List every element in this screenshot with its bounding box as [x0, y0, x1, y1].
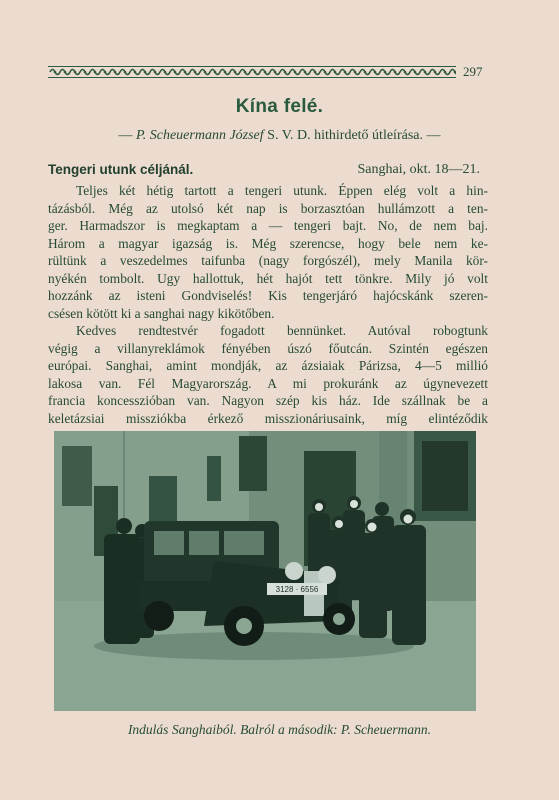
section-date: Sanghai, okt. 18—21. — [357, 162, 480, 177]
body-line: rültünk a veszedelmes taifunba (nagy forgószél), mely Manila kör- — [48, 253, 488, 268]
page-number: 297 — [463, 64, 483, 79]
body-line: Teljes két hétig tartott a tengeri utunk. Éppen elég volt a hin- — [76, 183, 488, 198]
body-line: tázásból. Még az utolsó két nap is borzasztóan hullámzott a ten- — [48, 200, 488, 216]
body-line: csésen kötött ki a sanghai nagy kikötőben. — [48, 305, 275, 321]
subtitle-author: P. Scheuermann József — [136, 128, 264, 143]
section-heading: Tengeri utunk céljánál. — [48, 162, 194, 177]
body-line: Kedves rendtestvér fogadott bennünket. Autóval robogtunk — [76, 323, 488, 338]
body-line: lakosa van. Fél Magyarország. A mi prokuránk az úgynevezett — [48, 375, 488, 391]
body-line: Három a magyar igazság is. Még szerencse, hogy bele nem ke- — [48, 235, 488, 251]
body-line: hozzánk az isteni Gondviselés! Kis tengerjáró hajócskánk szeren- — [48, 288, 488, 303]
body-line: európai. Sanghai, amint mondják, az ázsiaiak Párizsa, 4—5 millió — [48, 358, 488, 373]
photo-caption: Indulás Sanghaiból. Balról a második: P. Scheuermann. — [127, 722, 432, 737]
subtitle-dash: — — [118, 128, 136, 143]
photo-illustration — [54, 431, 476, 711]
body-line: nyékén tombolt. Ugy hallottuk, hét hajót tett tönkre. Mily jó volt — [48, 270, 488, 286]
body-line: végig a villanyreklámok fényében úszó főutcán. Szintén egészen — [48, 340, 488, 356]
body-line: francia koncesszióban van. Nagyon szép kis ház. Ide szállnak be a — [48, 393, 488, 408]
article-body — [48, 182, 488, 427]
subtitle-rest: S. V. D. hithirdető útleírása. — — [263, 128, 441, 143]
body-line: ger. Harmadszor is megkaptam a — tengeri bajt. No, de nem baj. — [48, 218, 488, 233]
license-plate: 3128 · 6556 — [275, 585, 319, 594]
article-title: Kína felé. — [235, 96, 324, 117]
photo-departure-shanghai — [54, 431, 476, 711]
header-ornament-rule — [48, 66, 456, 78]
body-line: keletázsiai missziókba érkező misszionáriusaink, míg elintéződik — [48, 410, 488, 426]
article-subtitle — [0, 128, 559, 144]
